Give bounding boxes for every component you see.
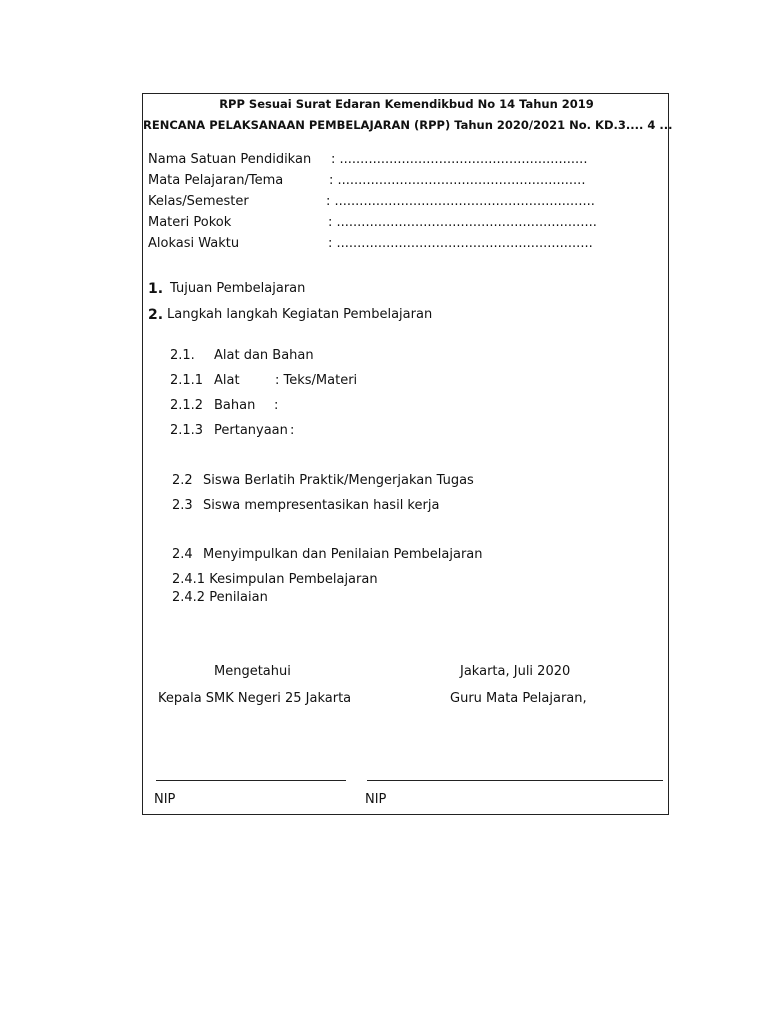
signature-right-nip: NIP [365,792,387,807]
header-line-1: RPP Sesuai Surat Edaran Kemendikbud No 14 Tahun 2019 [219,97,594,111]
section-2-title: Langkah langkah Kegiatan Pembelajaran [167,307,433,322]
item-2-4-label: Menyimpulkan dan Penilaian Pembelajaran [203,547,483,562]
signature-left-nip: NIP [154,792,176,807]
section-2-number: 2. [148,307,164,323]
identity-value-subject: : ............................................................ [329,173,586,188]
section-1-title: Tujuan Pembelajaran [170,281,306,296]
item-2-1-1-value: : Teks/Materi [275,373,358,388]
item-2-2-number: 2.2 [172,473,193,488]
item-2-1-3-value: : [290,423,295,438]
item-2-1-3-number: 2.1.3 [170,423,204,438]
item-2-1-3-label: Pertanyaan [214,423,288,438]
item-2-4-number: 2.4 [172,547,193,562]
identity-value-class: : ............................................................... [326,194,595,209]
identity-label-time: Alokasi Waktu [148,236,240,251]
header-line-2: RENCANA PELAKSANAAN PEMBELAJARAN (RPP) Tahun 2020/2021 No. KD.3.... 4 ... [143,118,673,132]
item-2-2-label: Siswa Berlatih Praktik/Mengerjakan Tugas [203,473,474,488]
signature-left-title: Mengetahui [214,664,291,679]
identity-label-school: Nama Satuan Pendidikan [148,152,312,167]
signature-line-right [367,780,663,781]
rpp-document [142,93,673,815]
item-2-1-2-number: 2.1.2 [170,398,204,413]
item-2-1-2-value: : [274,398,279,413]
identity-value-material: : ............................................................... [328,215,597,230]
item-2-4-2: 2.4.2 Penilaian [172,590,268,605]
signature-line-left [156,780,346,781]
signature-right-role: Guru Mata Pelajaran, [450,691,587,706]
item-2-1-number: 2.1. [170,348,195,363]
identity-label-subject: Mata Pelajaran/Tema [148,173,284,188]
item-2-1-label: Alat dan Bahan [214,348,314,363]
signature-right-title: Jakarta, Juli 2020 [460,664,571,679]
item-2-4-1: 2.4.1 Kesimpulan Pembelajaran [172,572,378,587]
identity-value-time: : .............................................................. [328,236,593,251]
identity-label-class: Kelas/Semester [148,194,249,209]
identity-value-school: : ............................................................ [331,152,588,167]
section-1-number: 1. [148,281,164,297]
identity-label-material: Materi Pokok [148,215,232,230]
item-2-3-label: Siswa mempresentasikan hasil kerja [203,498,440,513]
signature-left-role: Kepala SMK Negeri 25 Jakarta [158,691,352,706]
item-2-3-number: 2.3 [172,498,193,513]
item-2-1-2-label: Bahan [214,398,256,413]
item-2-1-1-number: 2.1.1 [170,373,204,388]
item-2-1-1-label: Alat [214,373,240,388]
